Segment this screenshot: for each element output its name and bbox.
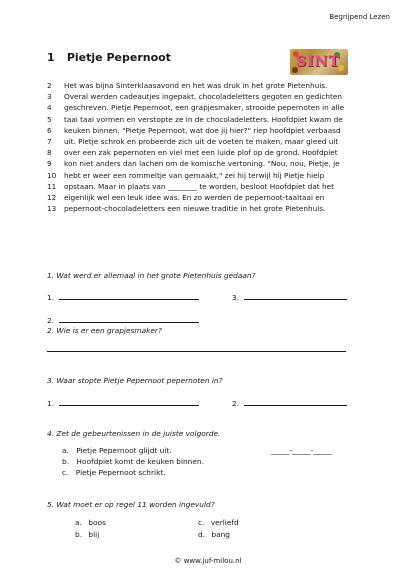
story-title [47, 51, 171, 64]
event-text: Pietje Pepernoot schrikt. [75, 468, 166, 477]
answer-1-line-3[interactable] [232, 292, 347, 302]
event-letter: c. [62, 468, 69, 477]
answer-number: 2. [232, 399, 240, 408]
line-number: 5 [47, 114, 52, 124]
answer-number: 1. [47, 293, 55, 302]
line-number: 8 [47, 148, 52, 158]
event-b [62, 457, 204, 466]
line-number: 2 [47, 81, 52, 90]
answer-blank[interactable] [47, 344, 346, 352]
answer-3-line-2[interactable] [232, 398, 347, 408]
line-number: 9 [47, 159, 52, 169]
event-letter: a. [62, 446, 69, 455]
passage-line [47, 136, 344, 147]
option-text: boos [88, 518, 106, 527]
title-text: Pietje Pepernoot [66, 51, 171, 64]
answer-3-line-1[interactable] [47, 398, 199, 408]
option-text: bang [211, 530, 231, 539]
event-text: Hoofdpiet komt de keuken binnen. [76, 457, 204, 466]
line-text: keuken binnen. "Pietje Pepernoot, wat doe jij hier?" riep hoofdpiet verbaasd [64, 125, 341, 135]
line-number: 13 [47, 204, 57, 214]
option-text: blij [88, 530, 100, 539]
line-number: 12 [47, 193, 57, 203]
line-text: kon niet anders dan lachen om de komische vertoning. "Nou, nou, Pietje, je [64, 159, 340, 169]
answer-1-line-2[interactable] [47, 315, 199, 325]
passage-line [47, 203, 344, 214]
option-text: verliefd [210, 518, 239, 527]
line-number: 4 [47, 103, 52, 113]
title-line-number: 1 [47, 51, 55, 64]
answer-1-line-1[interactable] [47, 292, 199, 302]
copyright-footer: © www.juf-milou.nl [174, 557, 242, 565]
line-number: 11 [47, 181, 57, 191]
answer-blank[interactable] [59, 398, 199, 406]
option-d[interactable] [198, 530, 230, 539]
line-text: Het was bijna Sinterklaasavond en het was druk in het grote Pietenhuis. [64, 81, 328, 90]
question-5: 5. Wat moet er op regel 11 worden ingevuld? [47, 500, 215, 509]
option-letter: d. [198, 530, 206, 539]
line-text: geschreven. Pietje Pepernoot, een grapjesmaker, strooide pepernoten in alle [64, 103, 345, 113]
passage-line [47, 147, 344, 158]
answer-blank[interactable] [244, 292, 347, 300]
option-letter: a. [75, 518, 82, 527]
answer-number: 2. [47, 316, 55, 325]
line-text: eigenlijk wel een leuk idee was. En zo werden de pepernoot-taaitaai en [64, 193, 325, 203]
logo-lettering: SINT [296, 54, 340, 70]
question-3: 3. Waar stopte Pietje Pepernoot pepernoten in? [47, 376, 223, 385]
event-c [62, 468, 166, 477]
answer-blank[interactable] [59, 315, 199, 323]
question-1: 1. Wat werd er allemaal in het grote Pietenhuis gedaan? [47, 271, 256, 280]
option-letter: c. [198, 518, 205, 527]
passage-line [47, 102, 344, 113]
line-text: taai taai vormen en verstopte ze in de chocoladeletters. Hoofdpiet kwam de [64, 114, 343, 124]
passage-line [47, 91, 344, 102]
answer-blank[interactable] [59, 292, 199, 300]
story-passage [47, 80, 344, 214]
passage-line [47, 181, 344, 192]
passage-line [47, 158, 344, 169]
question-2: 2. Wie is er een grapjesmaker? [47, 326, 162, 335]
option-a[interactable] [75, 518, 106, 527]
answer-number: 1. [47, 399, 55, 408]
sinterklaas-logo-image [290, 49, 348, 75]
line-number: 10 [47, 170, 57, 180]
event-a [62, 446, 172, 455]
line-text: hebt er weer een rommeltje van gemaakt," zei hij terwijl hij Pietje hielp [64, 170, 325, 180]
passage-line [47, 170, 344, 181]
worksheet-header: Begrijpend Lezen [329, 13, 390, 21]
answer-number: 3. [232, 293, 240, 302]
passage-line [47, 80, 344, 91]
order-answer-field[interactable]: _____-_____-_____ [271, 446, 332, 455]
line-text: Overal werden cadeautjes ingepakt, chocoladeletters gegoten en gedichten [64, 92, 342, 102]
event-text: Pietje Pepernoot glijdt uit. [76, 446, 172, 455]
answer-blank[interactable] [244, 398, 347, 406]
event-letter: b. [62, 457, 70, 466]
option-letter: b. [75, 530, 83, 539]
line-number: 6 [47, 125, 52, 135]
passage-line [47, 125, 344, 136]
line-number: 7 [47, 137, 52, 147]
line-text: opstaan. Maar in plaats van ________ te worden, besloot Hoofdpiet dat het [64, 181, 334, 191]
option-c[interactable] [198, 518, 239, 527]
question-4: 4. Zet de gebeurtenissen in de juiste volgorde. [47, 429, 221, 438]
line-number: 3 [47, 92, 52, 102]
line-text: pepernoot-chocoladeletters een nieuwe traditie in het grote Pietenhuis. [64, 204, 326, 214]
option-b[interactable] [75, 530, 99, 539]
line-text: uit. Pietje schrok en probeerde zich uit de voeten te maken, maar gleed uit [64, 137, 339, 147]
line-text: over een zak pepernoten en viel met een luide plof op de grond. Hoofdpiet [64, 148, 338, 158]
answer-2-line[interactable] [47, 344, 346, 354]
passage-line [47, 114, 344, 125]
passage-line [47, 192, 344, 203]
